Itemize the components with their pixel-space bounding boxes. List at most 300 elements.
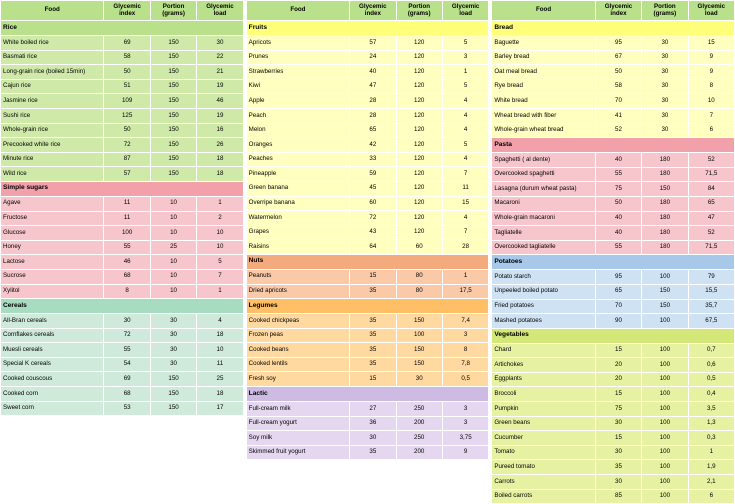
cell-gi: 15 bbox=[595, 343, 641, 358]
cell-gl: 4 bbox=[442, 94, 488, 109]
table-row bbox=[246, 123, 489, 138]
cell-gl: 4 bbox=[442, 152, 488, 167]
header-glycemic-index: Glycemic index bbox=[595, 1, 641, 21]
cell-food: Melon bbox=[246, 123, 349, 138]
cell-food: Peaches bbox=[246, 152, 349, 167]
cell-portion: 150 bbox=[150, 36, 196, 51]
cell-food: Fried potatoes bbox=[492, 299, 595, 314]
header-portion: Portion (grams) bbox=[642, 1, 688, 21]
cell-gi: 87 bbox=[104, 152, 150, 167]
cell-portion: 120 bbox=[396, 79, 442, 94]
cell-portion: 120 bbox=[396, 225, 442, 240]
cell-gi: 70 bbox=[595, 94, 641, 109]
cell-portion: 25 bbox=[150, 240, 196, 255]
cell-portion: 150 bbox=[150, 50, 196, 65]
cell-portion: 120 bbox=[396, 211, 442, 226]
table-row bbox=[1, 372, 244, 387]
table-row bbox=[492, 445, 735, 460]
cell-food: Artichokes bbox=[492, 358, 595, 373]
cell-food: Kiwi bbox=[246, 79, 349, 94]
cell-gl: 4 bbox=[197, 314, 243, 329]
cell-gl: 10 bbox=[197, 226, 243, 241]
cell-gi: 50 bbox=[595, 65, 641, 80]
cell-portion: 150 bbox=[150, 123, 196, 138]
cell-food: Baguette bbox=[492, 36, 595, 51]
cell-gl: 67,5 bbox=[688, 314, 734, 329]
header-glycemic-load: Glycemic load bbox=[197, 1, 243, 21]
cell-food: Eggplants bbox=[492, 372, 595, 387]
cell-gi: 47 bbox=[350, 79, 396, 94]
cell-food: White boiled rice bbox=[1, 36, 104, 51]
cell-gi: 35 bbox=[350, 357, 396, 372]
table-row bbox=[492, 196, 735, 211]
cell-food: Cooked couscous bbox=[1, 372, 104, 387]
cell-gl: 8 bbox=[442, 343, 488, 358]
table-row bbox=[246, 138, 489, 153]
cell-food: Dried apricots bbox=[246, 284, 349, 299]
cell-portion: 100 bbox=[642, 431, 688, 446]
cell-gl: 10 bbox=[688, 94, 734, 109]
cell-food: Pureed tomato bbox=[492, 460, 595, 475]
cell-portion: 100 bbox=[642, 387, 688, 402]
cell-gi: 65 bbox=[595, 284, 641, 299]
table-row bbox=[492, 387, 735, 402]
cell-food: Strawberries bbox=[246, 65, 349, 80]
cell-portion: 30 bbox=[642, 94, 688, 109]
table-row bbox=[492, 108, 735, 123]
cell-gl: 11 bbox=[442, 181, 488, 196]
cell-gl: 4 bbox=[442, 108, 488, 123]
header-portion: Portion (grams) bbox=[150, 1, 196, 21]
cell-gi: 27 bbox=[350, 402, 396, 417]
table-row bbox=[246, 79, 489, 94]
cell-portion: 120 bbox=[396, 181, 442, 196]
cell-portion: 100 bbox=[642, 416, 688, 431]
table-row bbox=[1, 138, 244, 153]
cell-gl: 17,5 bbox=[442, 284, 488, 299]
cell-food: Peach bbox=[246, 108, 349, 123]
cell-gi: 15 bbox=[350, 269, 396, 284]
cell-gi: 42 bbox=[350, 138, 396, 153]
column-right bbox=[491, 0, 735, 500]
table-row bbox=[492, 431, 735, 446]
table-row bbox=[1, 50, 244, 65]
cell-portion: 150 bbox=[396, 314, 442, 329]
cell-gl: 15 bbox=[688, 36, 734, 51]
cell-food: Whole-grain macaroni bbox=[492, 211, 595, 226]
cell-food: Mashed potatoes bbox=[492, 314, 595, 329]
table-row bbox=[246, 36, 489, 51]
table-row bbox=[1, 152, 244, 167]
cell-gi: 85 bbox=[595, 489, 641, 504]
cell-gl: 19 bbox=[197, 79, 243, 94]
cell-portion: 100 bbox=[642, 475, 688, 490]
cell-food: Sweet corn bbox=[1, 401, 104, 416]
cell-food: Jasmine rice bbox=[1, 94, 104, 109]
cell-portion: 120 bbox=[396, 50, 442, 65]
cell-gi: 15 bbox=[350, 372, 396, 387]
table-row bbox=[1, 284, 244, 299]
table-row bbox=[246, 211, 489, 226]
cell-food: Lasagna (durum wheat pasta) bbox=[492, 182, 595, 197]
cell-gi: 15 bbox=[595, 387, 641, 402]
table-row bbox=[246, 357, 489, 372]
cell-portion: 30 bbox=[642, 79, 688, 94]
header-glycemic-load: Glycemic load bbox=[688, 1, 734, 21]
table-row bbox=[246, 108, 489, 123]
cell-gl: 5 bbox=[197, 255, 243, 270]
section-header-fruits: Fruits bbox=[246, 21, 489, 36]
cell-gl: 52 bbox=[688, 153, 734, 168]
cell-portion: 30 bbox=[642, 36, 688, 51]
cell-portion: 120 bbox=[396, 36, 442, 51]
cell-gi: 35 bbox=[595, 460, 641, 475]
cell-food: Prunes bbox=[246, 50, 349, 65]
cell-food: Raisins bbox=[246, 240, 349, 255]
cell-portion: 80 bbox=[396, 269, 442, 284]
cell-gi: 95 bbox=[595, 36, 641, 51]
cell-portion: 30 bbox=[642, 123, 688, 138]
cell-gi: 45 bbox=[350, 181, 396, 196]
cell-portion: 150 bbox=[150, 401, 196, 416]
cell-gi: 55 bbox=[104, 240, 150, 255]
cell-portion: 250 bbox=[396, 402, 442, 417]
cell-portion: 100 bbox=[642, 460, 688, 475]
header-portion: Portion (grams) bbox=[396, 1, 442, 21]
cell-food: Skimmed fruit yogurt bbox=[246, 445, 349, 460]
cell-portion: 10 bbox=[150, 255, 196, 270]
cell-gl: 2,1 bbox=[688, 475, 734, 490]
cell-food: Boiled carrots bbox=[492, 489, 595, 504]
cell-gi: 46 bbox=[104, 255, 150, 270]
table-row bbox=[492, 153, 735, 168]
cell-portion: 30 bbox=[150, 343, 196, 358]
cell-portion: 30 bbox=[150, 357, 196, 372]
cell-portion: 100 bbox=[642, 343, 688, 358]
cell-gl: 16 bbox=[197, 123, 243, 138]
cell-gi: 40 bbox=[595, 226, 641, 241]
cell-food: Special K cereals bbox=[1, 357, 104, 372]
cell-food: Unpeeled boiled potato bbox=[492, 284, 595, 299]
cell-gi: 15 bbox=[595, 431, 641, 446]
cell-food: Peanuts bbox=[246, 269, 349, 284]
cell-food: Sushi rice bbox=[1, 108, 104, 123]
cell-food: White bread bbox=[492, 94, 595, 109]
cell-portion: 180 bbox=[642, 226, 688, 241]
cell-gl: 6 bbox=[688, 123, 734, 138]
cell-gi: 41 bbox=[595, 108, 641, 123]
cell-portion: 200 bbox=[396, 416, 442, 431]
cell-gi: 53 bbox=[104, 401, 150, 416]
table-row bbox=[1, 343, 244, 358]
cell-gi: 20 bbox=[595, 358, 641, 373]
cell-gi: 70 bbox=[595, 299, 641, 314]
cell-portion: 100 bbox=[642, 358, 688, 373]
cell-portion: 10 bbox=[150, 269, 196, 284]
cell-gi: 36 bbox=[350, 416, 396, 431]
table-row bbox=[492, 475, 735, 490]
table-row bbox=[492, 36, 735, 51]
cell-gl: 1 bbox=[197, 284, 243, 299]
cell-gi: 125 bbox=[104, 108, 150, 123]
cell-gl: 0,7 bbox=[688, 343, 734, 358]
table-row bbox=[246, 65, 489, 80]
cell-food: Wild rice bbox=[1, 167, 104, 182]
cell-portion: 180 bbox=[642, 240, 688, 255]
cell-portion: 250 bbox=[396, 431, 442, 446]
cell-food: Full-cream yogurt bbox=[246, 416, 349, 431]
cell-gi: 40 bbox=[595, 153, 641, 168]
header-food: Food bbox=[246, 1, 349, 21]
cell-gl: 5 bbox=[442, 36, 488, 51]
cell-gi: 90 bbox=[595, 314, 641, 329]
cell-gi: 109 bbox=[104, 94, 150, 109]
column-middle bbox=[246, 0, 490, 456]
cell-food: Green banana bbox=[246, 181, 349, 196]
cell-portion: 120 bbox=[396, 123, 442, 138]
table-row bbox=[1, 65, 244, 80]
cell-gi: 50 bbox=[104, 123, 150, 138]
cell-gl: 1,9 bbox=[688, 460, 734, 475]
cell-gl: 18 bbox=[197, 328, 243, 343]
cell-gi: 33 bbox=[350, 152, 396, 167]
cell-food: Green beans bbox=[492, 416, 595, 431]
cell-portion: 100 bbox=[642, 314, 688, 329]
cell-gl: 0,4 bbox=[688, 387, 734, 402]
table-row bbox=[1, 108, 244, 123]
cell-gl: 8 bbox=[688, 79, 734, 94]
cell-portion: 150 bbox=[150, 372, 196, 387]
cell-food: Whole-grain rice bbox=[1, 123, 104, 138]
section-header-rice: Rice bbox=[1, 21, 244, 36]
cell-gi: 50 bbox=[595, 196, 641, 211]
cell-gl: 9 bbox=[688, 50, 734, 65]
cell-gi: 72 bbox=[350, 211, 396, 226]
cell-gl: 1 bbox=[197, 196, 243, 211]
cell-food: Cajun rice bbox=[1, 79, 104, 94]
cell-portion: 30 bbox=[150, 328, 196, 343]
table-row bbox=[1, 269, 244, 284]
table-row bbox=[246, 431, 489, 446]
table-row bbox=[492, 314, 735, 329]
cell-food: Oranges bbox=[246, 138, 349, 153]
cell-food: Cucumber bbox=[492, 431, 595, 446]
cell-food: Minute rice bbox=[1, 152, 104, 167]
cell-portion: 200 bbox=[396, 445, 442, 460]
cell-food: Basmati rice bbox=[1, 50, 104, 65]
cell-food: Lactose bbox=[1, 255, 104, 270]
table-row bbox=[246, 167, 489, 182]
cell-gl: 1,3 bbox=[688, 416, 734, 431]
table-row bbox=[1, 255, 244, 270]
table-row bbox=[246, 343, 489, 358]
cell-gl: 22 bbox=[197, 50, 243, 65]
cell-gl: 15 bbox=[442, 196, 488, 211]
section-header-potatoes: Potatoes bbox=[492, 255, 735, 270]
cell-portion: 60 bbox=[396, 240, 442, 255]
cell-food: Cooked corn bbox=[1, 387, 104, 402]
cell-portion: 30 bbox=[150, 314, 196, 329]
cell-food: Broccoli bbox=[492, 387, 595, 402]
table-header-row bbox=[1, 1, 244, 21]
cell-gl: 11 bbox=[197, 357, 243, 372]
cell-gl: 18 bbox=[197, 387, 243, 402]
header-food: Food bbox=[1, 1, 104, 21]
table-row bbox=[1, 401, 244, 416]
section-header-bread: Bread bbox=[492, 21, 735, 36]
cell-gl: 2 bbox=[197, 211, 243, 226]
table-row bbox=[1, 36, 244, 51]
cell-gl: 0,3 bbox=[688, 431, 734, 446]
cell-gl: 3 bbox=[442, 328, 488, 343]
cell-gi: 75 bbox=[595, 182, 641, 197]
table-row bbox=[1, 240, 244, 255]
table-row bbox=[1, 167, 244, 182]
table-row bbox=[1, 211, 244, 226]
cell-gi: 57 bbox=[104, 167, 150, 182]
cell-gi: 11 bbox=[104, 211, 150, 226]
header-food: Food bbox=[492, 1, 595, 21]
cell-gl: 9 bbox=[688, 65, 734, 80]
cell-portion: 150 bbox=[150, 138, 196, 153]
cell-food: Potato starch bbox=[492, 270, 595, 285]
table-middle bbox=[246, 0, 490, 460]
cell-food: Watermelon bbox=[246, 211, 349, 226]
cell-gi: 64 bbox=[350, 240, 396, 255]
section-header-pasta: Pasta bbox=[492, 138, 735, 153]
cell-portion: 150 bbox=[150, 167, 196, 182]
cell-portion: 150 bbox=[396, 343, 442, 358]
cell-food: Overcooked tagliatelle bbox=[492, 240, 595, 255]
cell-portion: 120 bbox=[396, 108, 442, 123]
cell-gi: 65 bbox=[350, 123, 396, 138]
cell-gi: 50 bbox=[104, 65, 150, 80]
table-row bbox=[246, 240, 489, 255]
table-row bbox=[492, 358, 735, 373]
cell-portion: 30 bbox=[642, 65, 688, 80]
cell-portion: 100 bbox=[396, 328, 442, 343]
cell-food: Macaroni bbox=[492, 196, 595, 211]
table-row bbox=[246, 328, 489, 343]
section-header-cereals: Cereals bbox=[1, 299, 244, 314]
cell-portion: 100 bbox=[642, 402, 688, 417]
cell-gi: 59 bbox=[350, 167, 396, 182]
cell-food: Precooked white rice bbox=[1, 138, 104, 153]
header-glycemic-load: Glycemic load bbox=[442, 1, 488, 21]
cell-gl: 46 bbox=[197, 94, 243, 109]
cell-gl: 0,5 bbox=[688, 372, 734, 387]
cell-gi: 35 bbox=[350, 343, 396, 358]
cell-gi: 69 bbox=[104, 36, 150, 51]
table-row bbox=[1, 123, 244, 138]
cell-gl: 7 bbox=[442, 225, 488, 240]
table-row bbox=[246, 196, 489, 211]
cell-food: Fructose bbox=[1, 211, 104, 226]
cell-gl: 84 bbox=[688, 182, 734, 197]
cell-food: Cooked beans bbox=[246, 343, 349, 358]
cell-gi: 35 bbox=[350, 284, 396, 299]
cell-gl: 71,5 bbox=[688, 167, 734, 182]
cell-portion: 180 bbox=[642, 153, 688, 168]
cell-gi: 30 bbox=[350, 431, 396, 446]
table-row bbox=[492, 284, 735, 299]
cell-gl: 26 bbox=[197, 138, 243, 153]
cell-portion: 150 bbox=[396, 357, 442, 372]
cell-gl: 25 bbox=[197, 372, 243, 387]
cell-gl: 9 bbox=[442, 445, 488, 460]
cell-food: Full-cream milk bbox=[246, 402, 349, 417]
cell-gi: 100 bbox=[104, 226, 150, 241]
cell-gl: 0,6 bbox=[688, 358, 734, 373]
table-left bbox=[0, 0, 244, 416]
cell-gi: 58 bbox=[595, 79, 641, 94]
cell-gl: 52 bbox=[688, 226, 734, 241]
table-row bbox=[1, 196, 244, 211]
cell-gi: 20 bbox=[595, 372, 641, 387]
cell-food: Frozen peas bbox=[246, 328, 349, 343]
cell-gi: 72 bbox=[104, 328, 150, 343]
section-header-simple-sugars: Simple sugars bbox=[1, 181, 244, 196]
cell-gl: 3,5 bbox=[688, 402, 734, 417]
cell-gl: 3 bbox=[442, 402, 488, 417]
cell-portion: 150 bbox=[642, 299, 688, 314]
table-row bbox=[492, 402, 735, 417]
cell-gi: 30 bbox=[595, 445, 641, 460]
cell-portion: 120 bbox=[396, 65, 442, 80]
cell-gl: 19 bbox=[197, 108, 243, 123]
cell-food: Soy milk bbox=[246, 431, 349, 446]
cell-portion: 150 bbox=[150, 94, 196, 109]
cell-gi: 43 bbox=[350, 225, 396, 240]
cell-portion: 30 bbox=[642, 50, 688, 65]
table-row bbox=[246, 50, 489, 65]
cell-gi: 40 bbox=[595, 211, 641, 226]
cell-gl: 79 bbox=[688, 270, 734, 285]
table-row bbox=[1, 226, 244, 241]
cell-portion: 100 bbox=[642, 445, 688, 460]
table-row bbox=[492, 65, 735, 80]
cell-gi: 95 bbox=[595, 270, 641, 285]
table-right bbox=[491, 0, 735, 504]
section-header-legumes: Legumes bbox=[246, 299, 489, 314]
cell-gi: 75 bbox=[595, 402, 641, 417]
section-header-vegetables: Vegetables bbox=[492, 328, 735, 343]
cell-gi: 28 bbox=[350, 108, 396, 123]
cell-gl: 0,5 bbox=[442, 372, 488, 387]
cell-portion: 180 bbox=[642, 167, 688, 182]
table-row bbox=[492, 299, 735, 314]
table-row bbox=[246, 94, 489, 109]
cell-gl: 3 bbox=[442, 50, 488, 65]
cell-gl: 4 bbox=[442, 123, 488, 138]
cell-gi: 67 bbox=[595, 50, 641, 65]
cell-gl: 47 bbox=[688, 211, 734, 226]
cell-food: Honey bbox=[1, 240, 104, 255]
cell-gl: 18 bbox=[197, 152, 243, 167]
cell-gl: 7,8 bbox=[442, 357, 488, 372]
cell-food: Cooked lentils bbox=[246, 357, 349, 372]
cell-portion: 10 bbox=[150, 211, 196, 226]
cell-food: Carrots bbox=[492, 475, 595, 490]
table-row bbox=[492, 211, 735, 226]
cell-gl: 30 bbox=[197, 36, 243, 51]
cell-portion: 150 bbox=[150, 387, 196, 402]
cell-food: Overripe banana bbox=[246, 196, 349, 211]
cell-food: Cornflakes cereals bbox=[1, 328, 104, 343]
cell-gl: 21 bbox=[197, 65, 243, 80]
cell-gi: 58 bbox=[104, 50, 150, 65]
cell-portion: 150 bbox=[642, 284, 688, 299]
